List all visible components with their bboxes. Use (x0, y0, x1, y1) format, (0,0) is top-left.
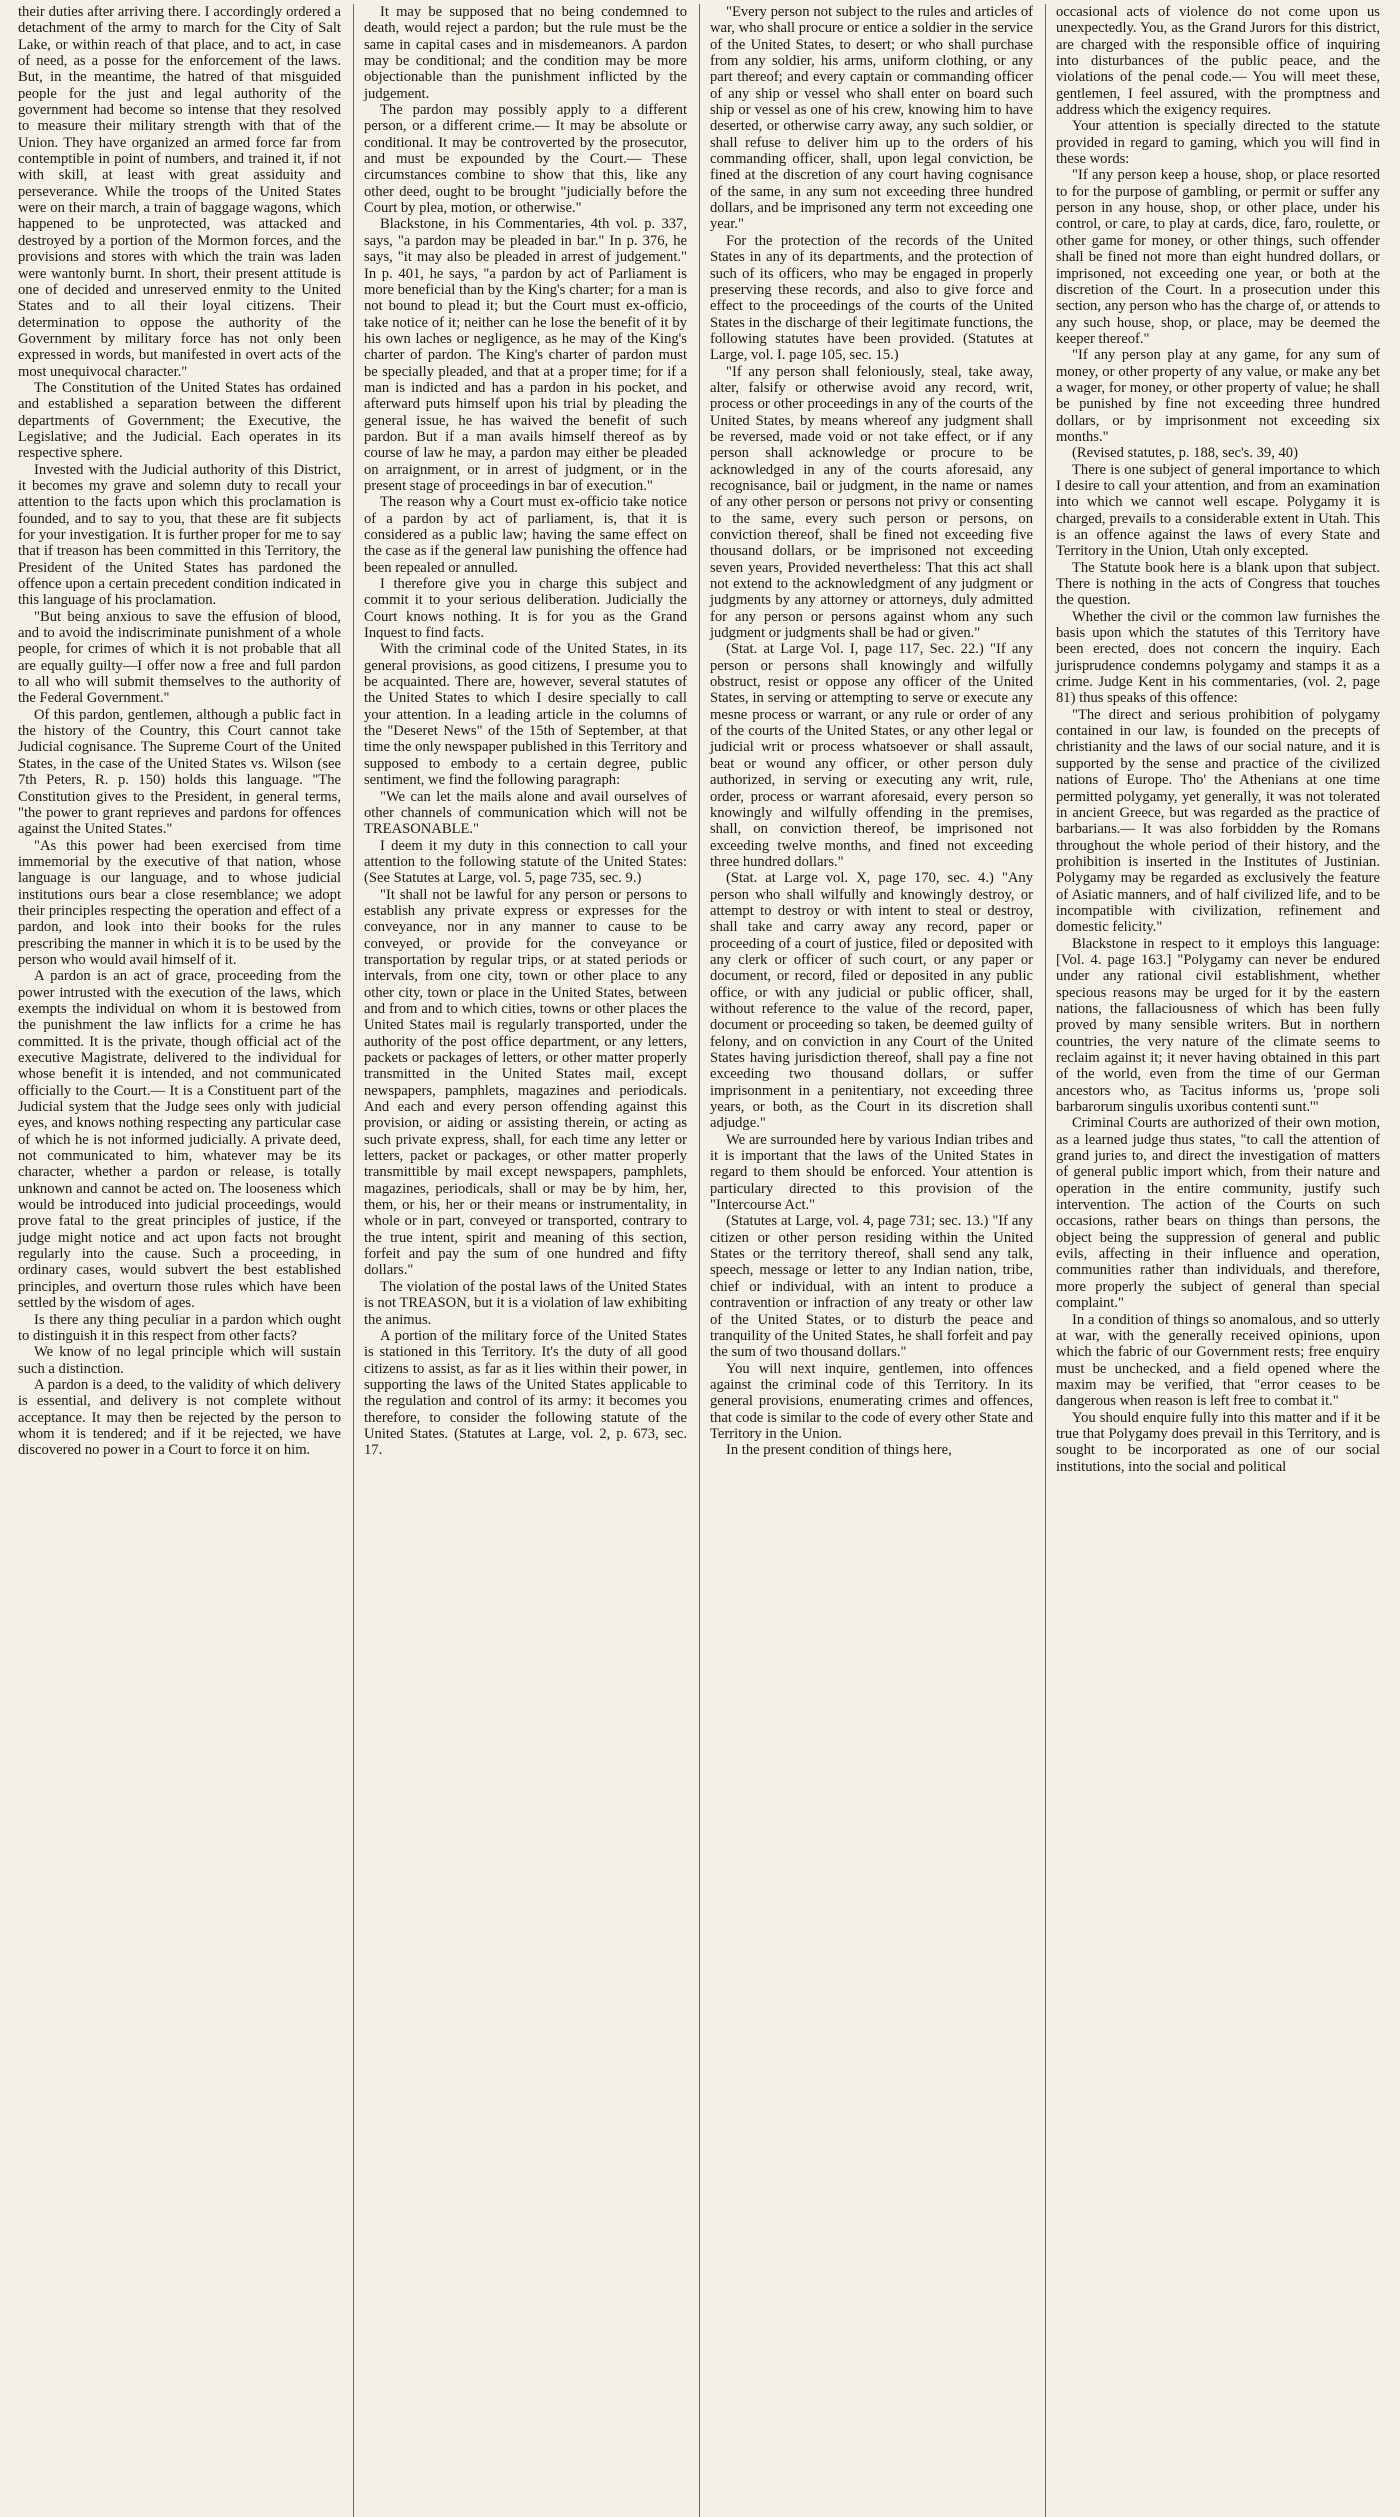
paragraph: their duties after arriving there. I accordingly ordered a detachment of the army to march for the City of Salt Lake, or within reach of that place, and to act, in case of need, as a posse for the enforcement of the laws. But, in the meantime, the hatred of that misguided people for the just and legal authority of the government had become so intense that they resolved to measure their military strength with that of the Union. They have organized an armed force far from contemptible in point of numbers, and trained it, if not with skill, at least with great assiduity and perseverance. While the troops of the United States were on their march, a train of baggage wagons, which happened to be unprotected, was attacked and destroyed by a portion of the Mormon forces, and the provisions and stores with which the train was laden were wantonly burnt. In short, their present attitude is one of decided and unreserved enmity to the United States and to all their loyal citizens. Their determination to oppose the authority of the Government by military force has not only been expressed in words, but manifested in overt acts of the most unequivocal character." (18, 4, 341, 380)
paragraph: Invested with the Judicial authority of this District, it becomes my grave and solemn duty to recall your attention to the facts upon which this proclamation is founded, and to say to you, that these are fit subjects for your investigation. It is further proper for me to say that if treason has been committed in this Territory, the President of the United States has pardoned the offence upon a certain precedent condition indicated in this language of his proclamation. (18, 461, 341, 609)
paragraph: For the protection of the records of the United States in any of its departments, and the protection of such of its officers, who may be engaged in properly preserving these records, and also to give force and effect to the proceedings of the courts of the United States in the discharge of their legitimate functions, the following statutes have been provided. (Statutes at Large, vol. I. page 105, sec. 15.) (710, 232, 1033, 364)
paragraph: "If any person shall feloniously, steal, take away, alter, falsify or otherwise avoid any record, writ, process or other proceedings in any of the courts of the United States, by means whereof any judgment shall be reversed, made void or not take effect, or if any person shall acknowledge or procure to be acknowledged in any of the courts aforesaid, any recognisance, bail or judgment, in the name or names of any other person or persons not privy or consenting to the same, every such person or persons, on conviction thereof, shall be fined not exceeding five thousand dollars, or be imprisoned not exceeding seven years, Provided nevertheless: That this act shall not extend to the acknowledgment of any judgment or judgments by any attorney or attorneys, duly admitted for any person or persons against whom any such judgment or judgments shall be had or given." (710, 363, 1033, 642)
paragraph: "We can let the mails alone and avail ourselves of other channels of communication which will not be TREASONABLE." (364, 788, 687, 838)
paragraph: The violation of the postal laws of the United States is not TREASON, but it is a violation of law exhibiting the animus. (364, 1278, 687, 1328)
paragraph: It may be supposed that no being condemned to death, would reject a pardon; but the rule must be the same in capital cases and in misdemeanors. A pardon may be conditional; and the condition may be more objectionable than the punishment inflicted by the judgement. (364, 4, 687, 102)
paragraph: In the present condition of things here, (726, 1442, 952, 1459)
paragraph: The pardon may possibly apply to a different person, or a different crime.— It may be absolute or conditional. It may be controverted by the prosecutor, and must be expounded by the Court.— These circumstances combine to show that this, like any other deed, ought to be brought "judicially before the Court by plea, motion, or otherwise." (364, 102, 687, 217)
paragraph: The Statute book here is a blank upon that subject. There is nothing in the acts of Congress that touches the question. (1056, 559, 1380, 609)
paragraph: occasional acts of violence do not come upon us unexpectedly. You, as the Grand Jurors for this district, are charged with the responsible office of inquiring into disturbances of the public peace, and the violations of the penal code.— You will meet these, gentlemen, I feel assured, with the promptness and address which the exigency requires. (1056, 4, 1380, 119)
paragraph: Blackstone, in his Commentaries, 4th vol. p. 337, says, "a pardon may be pleaded in bar." In p. 376, he says, "it may also be pleaded in arrest of judgement." In p. 401, he says, "a pardon by act of Parliament is more beneficial than by the King's charter; for a man is not bound to plead it; but the Court must ex-officio, take notice of it; neither can he lose the benefit of it by his own laches or negligence, as he may of the King's charter of pardon. The King's charter of pardon must be specially pleaded, and that at a proper time; for if a man is indicted and has a pardon in his pocket, and afterward puts himself upon his trial by pleading the general issue, he has waived the benefit of such pardon. But if a man avails himself thereof as by course of law he may, a pardon may either be pleaded on arraignment, or in arrest of judgment, or in the present stage of proceedings in bar of execution." (364, 216, 687, 494)
paragraph: I deem it my duty in this connection to call your attention to the following statute of the United States: (See Statutes at Large, vol. 5, page 735, sec. 9.) (364, 837, 687, 887)
paragraph: Of this pardon, gentlemen, although a public fact in the history of the Country, this Court cannot take Judicial cognisance. The Supreme Court of the United States, in the case of the United States vs. Wilson (see 7th Peters, R. p. 150) holds this language. "The Constitution gives to the President, in general terms, "the power to grant reprieves and pardons for offences against the United States." (18, 706, 341, 838)
paragraph: In a condition of things so anomalous, and so utterly at war, with the generally received opinions, upon which the fabric of our Government rests; free enquiry must be unchecked, and a field opened where the maxim may be verified, that "error ceases to be dangerous when reason is left free to combat it." (1056, 1311, 1380, 1410)
paragraph: (Stat. at Large vol. X, page 170, sec. 4.) "Any person who shall wilfully and knowingly destroy, or attempt to destroy or with intent to steal or destroy, shall take and carry away any record, paper or proceeding of a court of justice, filed or deposited with any clerk or officer of such court, or any paper or document, or record, filed or deposited in any public office, or with any judicial or public officer, shall, without reference to the value of the record, paper, document or proceeding so taken, be deemed guilty of felony, and on conviction in any Court of the United States having jurisdiction thereof, shall pay a fine not exceeding two thousand dollars, or suffer imprisonment in a penitentiary, not exceeding three years, or both, as the Court in its discretion shall adjudge." (710, 870, 1033, 1132)
column-4 (1046, 4, 1392, 2517)
paragraph: Criminal Courts are authorized of their own motion, as a learned judge thus states, "to call the attention of grand juries to, and direct the investigation of matters of general public import which, from their nature and operation in the entire community, justify such intervention. The action of the Courts on such occasions, rather bears on things than persons, the object being the suppression of general and public evils, affecting in their influence and operation, communities rather than individuals, and therefore, more properly the subject of general than special complaint." (1056, 1115, 1380, 1312)
paragraph: "If any person play at any game, for any sum of money, or other property of any value, or make any bet a wager, for money, or other property of value; he shall be punished by fine not exceeding three hundred dollars, or by imprisonment not exceeding six months." (1056, 347, 1380, 445)
paragraph: The reason why a Court must ex-officio take notice of a pardon by act of parliament, is, that it is considered as a public law; having the same effect on the case as if the general law punishing the offence had been repealed or annulled. (364, 494, 687, 576)
paragraph: "As this power had been exercised from time immemorial by the executive of that nation, whose language is our language, and to whose judicial institutions ours bear a close resemblance; we adopt their principles respecting the operation and effect of a pardon, and look into their books for the rules prescribing the manner in which it is to be used by the person who would avail himself of it. (18, 837, 341, 968)
paragraph: Is there any thing peculiar in a pardon which ought to distinguish it in this respect from other facts? (18, 1311, 341, 1344)
paragraph: You should enquire fully into this matter and if it be true that Polygamy does prevail in this Territory, and is sought to be incorporated as one of our social institutions, into the social and political (1056, 1409, 1380, 1475)
paragraph: "Every person not subject to the rules and articles of war, who shall procure or entice a soldier in the service of the United States, to desert; or who shall purchase from any soldier, his arms, uniform clothing, or any part thereof; and every captain or commanding officer of any ship or vessel who shall enter on board such ship or vessel as one of his crew, knowing him to have deserted, or otherwise carry away, any such soldier, or shall refuse to deliver him up to the orders of his commanding officer, shall, upon legal conviction, be fined at the discretion of any court having cognisance of the same, in any sum not exceeding three hundred dollars, and be imprisoned any term not exceeding one year." (710, 4, 1033, 233)
paragraph: (Revised statutes, p. 188, sec's. 39, 40) (1072, 445, 1298, 462)
paragraph: "If any person keep a house, shop, or place resorted to for the purpose of gambling, or permit or suffer any person in any house, shop, or other place, under his control, or care, to play at cards, dice, faro, roulette, or other game for money, or other things, such offender shall be fined not more than eight hundred dollars, or imprisoned, not exceeding one year, or both at the discretion of the Court. In a prosecution under this section, any person who has the charge of, or attends to any such house, shop, or place, may be deemed the keeper thereof." (1056, 167, 1380, 347)
paragraph: "It shall not be lawful for any person or persons to establish any private express or expresses for the conveyance, nor in any manner to cause to be conveyed, or provide for the conveyance or transportation by regular trips, or at stated periods or intervals, from one city, town or other place to any other city, town or place in the United States, between and from and to which cities, towns or other places the United States mail is regularly transported, under the authority of the post office department, or any letters, packets or packages of letters, or other matter properly transmitted in the United States mail, except newspapers, pamphlets, magazines and periodicals. And each and every person offending against this provision, or aiding or assisting therein, or acting as such private express, shall, for each time any letter or letters, packet or packages, or other matter properly transmittible by mail except newspapers, pamphlets, magazines, periodicals, shall or may be by him, her, them, or his, her or their means or instrumentality, in whole or in part, conveyed or transported, contrary to the true intent, spirit and meaning of this section, forfeit and pay the sum of one hundred and fifty dollars." (364, 886, 687, 1279)
paragraph: You will next inquire, gentlemen, into offences against the criminal code of this Territory. In its general provisions, enumerating crimes and offences, that code is similar to the code of every other State and Territory in the Union. (710, 1360, 1033, 1442)
column-1 (8, 4, 354, 2517)
column-2 (354, 4, 700, 2517)
paragraph: We are surrounded here by various Indian tribes and it is important that the laws of the United States in regard to them should be enforced. Your attention is particulary directed to this provision of the "Intercourse Act." (710, 1131, 1033, 1214)
paragraph: (Statutes at Large, vol. 4, page 731; sec. 13.) "If any citizen or other person residing within the United States or the territory thereof, shall send any talk, speech, message or letter to any Indian nation, tribe, chief or individual, with an intent to produce a contravention or infraction of any treaty or other law of the United States, or to disturb the peace and tranquility of the United States, he shall forfeit and pay the sum of two thousand dollars." (710, 1213, 1033, 1361)
paragraph: A pardon is a deed, to the validity of which delivery is essential, and delivery is not complete without acceptance. It may then be rejected by the person to whom it is tendered; and if it be rejected, we have discovered no power in a Court to force it on him. (18, 1376, 341, 1459)
paragraph: (Stat. at Large Vol. I, page 117, Sec. 22.) "If any person or persons shall knowingly and wilfully obstruct, resist or oppose any officer of the United States, in serving or attempting to serve or execute any mesne process or warrant, or any rule or order of any of the courts of the United States, or any other legal or judicial writ or process whatsoever or shall assault, beat or wound any officer, or other person duly authorized, in serving or executing any writ, rule, order, process or warrant aforesaid, every person so knowingly and wilfully offending in the premises, shall, on conviction thereof, be imprisoned not exceeding twelve months, and fined not exceeding three hundred dollars." (710, 641, 1033, 870)
paragraph: "But being anxious to save the effusion of blood, and to avoid the indiscriminate punishment of a whole people, for crimes of which it is not probable that all are equally guilty—I offer now a free and full pardon to all who will submit themselves to the authority of the Federal Government." (18, 608, 341, 707)
paragraph: Your attention is specially directed to the statute provided in regard to gaming, which you will find in these words: (1056, 118, 1380, 168)
paragraph: We know of no legal principle which will sustain such a distinction. (18, 1344, 341, 1377)
paragraph: The Constitution of the United States has ordained and established a separation between the different departments of Government; the Executive, the Legislative; and the Judicial. Each operates in its respective sphere. (18, 379, 341, 462)
paragraph: With the criminal code of the United States, in its general provisions, as good citizens, I presume you to be acquainted. There are, however, several statutes of the United States to which I desire specially to call your attention. In a leading article in the columns of the "Deseret News" of the 15th of September, at that time the only newspaper published in this Territory and supposed to embody to a certain degree, public sentiment, we find the following paragraph: (364, 641, 687, 789)
column-3 (700, 4, 1046, 2517)
paragraph: There is one subject of general importance to which I desire to call your attention, and from an examination into which we cannot well escape. Polygamy it is charged, prevails to a considerable extent in Utah. This is an offence against the laws of every State and Territory in the Union, Utah only excepted. (1056, 461, 1380, 560)
paragraph: Whether the civil or the common law furnishes the basis upon which the statutes of this Territory have been erected, does not concern the inquiry. Each jurisprudence condemns polygamy and stamps it as a crime. Judge Kent in his commentaries, (vol. 2, page 81) thus speaks of this offence: (1056, 608, 1380, 707)
paragraph: I therefore give you in charge this subject and commit it to your serious deliberation. Judicially the Court knows nothing. It is for you as the Grand Inquest to find facts. (364, 576, 687, 642)
paragraph: "The direct and serious prohibition of polygamy contained in our law, is founded on the precepts of christianity and the laws of our social nature, and it is supported by the sense and practice of the civilized nations of Europe. Tho' the Athenians at one time permitted polygamy, yet generally, it was not tolerated in ancient Greece, but was regarded as the practice of barbarians.— It was also forbidden by the Romans throughout the whole period of their history, and the prohibition is inserted in the Institutes of Justinian. Polygamy may be regarded as exclusively the feature of Asiatic manners, and of half civilized life, and to be incompatible with civilization, refinement and domestic felicity." (1056, 706, 1380, 936)
paragraph: Blackstone in respect to it employs this language: [Vol. 4. page 163.] "Polygamy can never be endured under any rational civil establishment, whether specious reasons may be urged for it by the eastern nations, the fallaciousness of which has been fully proved by many sensible writers. But in northern countries, the very nature of the climate seems to reclaim against it; it never having obtained in this part of the world, even from the time of our German ancestors who, as Tacitus informs us, 'prope soli barbarorum singulis uxoribus contenti sunt.'" (1056, 935, 1380, 1116)
paragraph: A pardon is an act of grace, proceeding from the power intrusted with the execution of the laws, which exempts the individual on whom it is bestowed from the punishment the law inflicts for a crime he has committed. It is the private, though official act of the executive Magistrate, delivered to the individual for whose benefit it is intended, and not communicated officially to the Court.— It is a Constituent part of the Judicial system that the Judge sees only with judicial eyes, and knows nothing respecting any particular case of which he is not informed judicially. A private deed, not communicated to him, whatever may be its character, whether a pardon or release, is totally unknown and cannot be acted on. The looseness which would be introduced into judicial proceedings, would prove fatal to the great principles of justice, if the judge might notice and act upon facts not brought regularly into the cause. Such a proceeding, in ordinary cases, would subvert the best established principles, and overturn those rules which have been settled by the wisdom of ages. (18, 968, 341, 1312)
paragraph: A portion of the military force of the United States is stationed in this Territory. It's the duty of all good citizens to assist, as far as it lies within their power, in supporting the laws of the United States applicable to the regulation and control of its army: it becomes you therefore, to consider the following statute of the United States. (Statutes at Large, vol. 2, p. 673, sec. 17. (364, 1327, 687, 1459)
